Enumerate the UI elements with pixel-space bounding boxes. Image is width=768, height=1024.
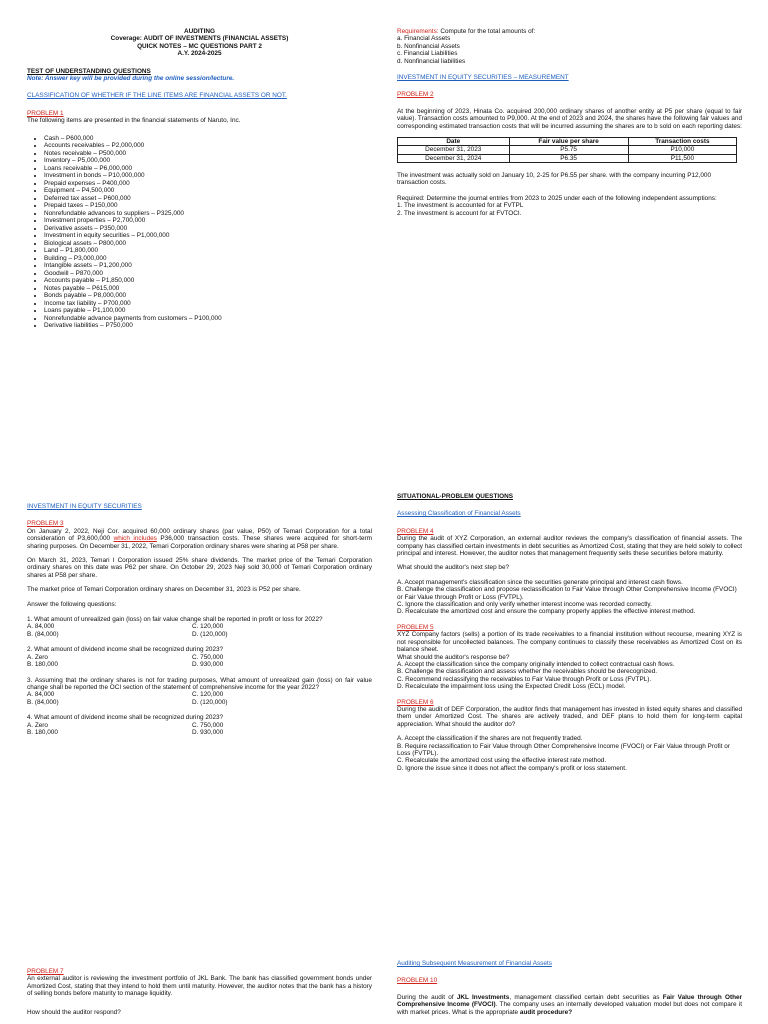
requirements-list [397, 35, 742, 65]
list-item: • Land – P1,800,000 [44, 247, 372, 255]
document-header [27, 28, 372, 58]
situational-heading: SITUATIONAL-PROBLEM QUESTIONS [397, 493, 513, 500]
answer-options [27, 691, 372, 706]
p10-audit-procedure: audit procedure? [519, 1008, 573, 1016]
list-item: • Prepaid taxes – P150,000 [44, 202, 372, 210]
problem-10-text [397, 994, 742, 1016]
answer-option: D. Ignore the issue since it does not affect the company's profit or loss statement. [397, 764, 627, 772]
table-cell: P6.35 [509, 154, 628, 162]
problem-2-required: Required: Determine the journal entries from 2023 to 2025 under each of the following independent assumptions: [397, 194, 717, 202]
list-item: • Derivative assets – P350,000 [44, 225, 372, 233]
list-item: • Building – P3,000,000 [44, 255, 372, 263]
list-item: • Income tax liability – P700,000 [44, 300, 372, 308]
list-item: • Notes receivable – P500,000 [44, 150, 372, 158]
header-subtitle: QUICK NOTES – MC QUESTIONS PART 2 [137, 42, 262, 50]
question-block [27, 677, 372, 707]
table-row [398, 154, 737, 162]
list-item: • Bonds payable – P8,000,000 [44, 292, 372, 300]
list-item: • Nonrefundable advances to suppliers – P325,000 [44, 210, 372, 218]
problem-1-intro: The following items are presented in the financial statements of Naruto, Inc. [27, 117, 241, 125]
answer-option-d: D. (120,000) [192, 698, 228, 706]
equity-heading: INVESTMENT IN EQUITY SECURITIES [27, 503, 142, 510]
answer-option: C. Recommend reclassifying the receivables to Fair Value through Profit or Loss (FVTPL). [397, 675, 652, 683]
problem-5-question: What should the auditor's response be? [397, 653, 510, 661]
answer-option-b: B. (84,000) [27, 630, 59, 638]
list-item: • Cash – P600,000 [44, 135, 372, 143]
list-item: • Prepaid expenses – P400,000 [44, 180, 372, 188]
requirements-text: Compute for the total amounts of: [438, 28, 536, 35]
answer-option: B. Challenge the classification and propose reclassification to Fair Value through Other Comprehensive Income (FVOCI) or Fair Value through Profit or Loss (FVTPL). [397, 586, 737, 601]
tou-heading: TEST OF UNDERSTANDING QUESTIONS [27, 67, 151, 75]
list-item: • Intangible assets – P1,200,000 [44, 262, 372, 270]
answer-option: A. Accept management's classification since the securities generate principal and interest cash flows. [397, 578, 683, 586]
requirement-item: a. Financial Assets [397, 35, 451, 43]
question-block [27, 616, 372, 638]
problem-6-label: PROBLEM 6 [397, 698, 434, 706]
answer-option: A. Accept the classification if the shares are not frequently traded. [397, 735, 583, 743]
measurement-heading: INVESTMENT IN EQUITY SECURITIES – MEASUREMENT [397, 74, 569, 82]
answer-option-a: A. 84,000 [27, 623, 55, 631]
answer-option-c: C. 120,000 [192, 691, 224, 699]
table-cell: P5.75 [509, 146, 628, 154]
table-cell: P10,000 [628, 146, 736, 154]
list-item: • Notes payable – P615,000 [44, 285, 372, 293]
answer-options [27, 722, 372, 737]
problem-2-assumptions [397, 202, 742, 217]
table-cell: December 31, 2024 [398, 154, 510, 162]
tou-note: Note: Answer key will be provided during the online session/lecture. [27, 75, 235, 83]
assumption-item: 1. The investment is accounted for at FVTPL [397, 202, 524, 210]
p10-company: JKL Investments [456, 993, 510, 1001]
problem-1-item-list [27, 135, 372, 330]
answer-option: C. Ignore the classification and only verify whether interest income was recorded correctly. [397, 601, 652, 609]
problem-4-text: During the audit of XYZ Corporation, an external auditor reviews the company's classification of financial assets. The company has classified certain investments in debt securities as Amortized Cost, stating that they are held solely to collect principal and interest. However, the auditor notes that management frequently sells these securities before maturity. [397, 535, 742, 558]
list-item: • Accounts payable – P1,850,000 [44, 277, 372, 285]
answer-option-c: C. 750,000 [192, 721, 224, 729]
problem-5-label: PROBLEM 5 [397, 623, 434, 631]
answer-option: D. Recalculate the impairment loss using the Expected Credit Loss (ECL) model. [397, 683, 626, 691]
list-item: • Nonrefundable advance payments from customers – P100,000 [44, 315, 372, 323]
answer-option: A. Accept the classification since the company originally intended to collect contractual cash flows. [397, 660, 675, 668]
answer-options [27, 654, 372, 669]
list-item: • Inventory – P5,000,000 [44, 157, 372, 165]
answer-option-d: D. 930,000 [192, 661, 224, 669]
requirements-label: Requirements: [397, 28, 439, 35]
answer-option-b: B. (84,000) [27, 698, 59, 706]
answer-option: C. Recalculate the amortized cost using the effective interest rate method. [397, 757, 607, 765]
list-item: • Accounts receivables – P2,000,000 [44, 142, 372, 150]
middle-left-column [27, 503, 372, 736]
list-item: • Loans payable – P1,100,000 [44, 307, 372, 315]
p10-text-3: . The company uses an internally developed valuation model but does not compare it with market prices. What is the appropriate [397, 1001, 742, 1016]
problem-2-label: PROBLEM 2 [397, 91, 434, 99]
problem-6-options [397, 735, 742, 772]
problem-5-options [397, 661, 742, 691]
answer-option: B. Require reclassification to Fair Value through Other Comprehensive Income (FVOCI) or Fair Value through Profit or Loss (FVTPL). [397, 742, 730, 757]
question-text: 4. What amount of dividend income shall be recognized during 2023? [27, 714, 224, 722]
classification-heading: CLASSIFICATION OF WHETHER IF THE LINE ITEMS ARE FINANCIAL ASSETS OR NOT. [27, 92, 287, 100]
question-text: 2. What amount of dividend income shall be recognized during 2023? [27, 646, 224, 654]
problem-1-label: PROBLEM 1 [27, 109, 64, 117]
list-item: • Loans receivable – P6,000,000 [44, 165, 372, 173]
assumption-item: 2. The investment is account for at FVTOCI. [397, 209, 522, 217]
middle-right-column [397, 493, 742, 772]
list-item: • Deferred tax asset – P600,000 [44, 195, 372, 203]
fair-value-table [397, 137, 737, 163]
table-header-cell: Date [398, 138, 510, 146]
table-header-cell: Transaction costs [628, 138, 736, 146]
list-item: • Biological assets – P800,000 [44, 240, 372, 248]
problem-7-label: PROBLEM 7 [27, 968, 64, 975]
answer-option-a: A. Zero [27, 721, 48, 729]
problem-3-para-2: On March 31, 2023, Temari I Corporation issued 25% share dividends. The market price of the Temari Corporation ordinary shares on this date was P62 per share. On October 29, 2023 Neji sold 30,000 of Temari Corporation ordinary shares at P58 per share. [27, 557, 372, 579]
table-header-row [398, 138, 737, 146]
problem-2-text: At the beginning of 2023, Hinata Co. acquired 200,000 ordinary shares of another entity at P5 per share (equal to fair value). Transaction costs amounted to P9,000. At the end of 2023 and 2024, the shares have the following fair values and corresponding estimated transaction costs that will be incurred assuming the shares are to b sold on each reporting dates: [397, 107, 742, 130]
requirement-item: d. Nonfinancial liabilities [397, 57, 466, 65]
list-item: • Equipment – P4,500,000 [44, 187, 372, 195]
problem-3-questions [27, 616, 372, 736]
problem-3-para-1-a: On January 2, 2022, Neji Cor. acquired 60,000 ordinary shares (par value, P50) of Temari Corporation for a total consideration of P3,600,000 [27, 527, 372, 543]
problem-3-answer-intro: Answer the following questions: [27, 600, 117, 608]
answer-option-a: A. Zero [27, 653, 48, 661]
problem-7-text: An external auditor is reviewing the investment portfolio of JKL Bank. The bank has classified government bonds under Amortized Cost, stating that they intend to hold them until maturity. However, the auditor notes that the bank has a history of selling bonds before maturity to manage liquidity. [27, 975, 372, 998]
list-item: • Investment in bonds – P10,000,000 [44, 172, 372, 180]
problem-4-options [397, 579, 742, 616]
situational-subheading: Assessing Classification of Financial Assets [397, 510, 521, 518]
answer-options [27, 623, 372, 638]
table-cell: December 31, 2023 [398, 146, 510, 154]
problem-5-text: XYZ Company factors (sells) a portion of its trade receivables to a financial institution without recourse, meaning XYZ is not responsible for uncollected balances. The company continues to classify these receivables as Amortized Cost on its balance sheet. [397, 631, 742, 654]
table-row [398, 146, 737, 154]
problem-3-para-1 [27, 528, 372, 550]
table-header-cell: Fair value per share [509, 138, 628, 146]
answer-option: D. Recalculate the amortized cost and ensure the company properly applies the effective interest method. [397, 608, 696, 616]
requirements-line [397, 28, 742, 35]
bottom-left-column [27, 968, 372, 1016]
top-right-column [397, 28, 742, 217]
list-item: • Derivative liabilities – P750,000 [44, 322, 372, 330]
answer-option-b: B. 180,000 [27, 728, 58, 736]
problem-10-label: PROBLEM 10 [397, 977, 438, 985]
list-item: • Investment in equity securities – P1,000,000 [44, 232, 372, 240]
subsequent-measurement-heading: Auditing Subsequent Measurement of Financial Assets [397, 960, 552, 967]
answer-option-c: C. 750,000 [192, 653, 224, 661]
problem-6-text: During the audit of DEF Corporation, the auditor finds that management has invested in listed equity shares and classified them under Amortized Cost. The shares are actively traded, and DEF plans to hold them for long-term capital appreciation. What should the auditor do? [397, 705, 742, 728]
problem-3-para-3: The market price of Temari Corporation ordinary shares on December 31, 2023 is P52 per share. [27, 586, 301, 594]
p10-text-2: , management classified certain debt securities as [509, 993, 663, 1001]
question-block [27, 714, 372, 736]
answer-option: B. Challenge the classification and assess whether the receivables should be derecognized. [397, 668, 658, 676]
problem-2-sale-note: The investment was actually sold on January 10, 2-25 for P6.55 per share. with the company incurring P12,000 transaction costs. [397, 171, 712, 187]
table-cell: P11,500 [628, 154, 736, 162]
requirement-item: c. Financial Liabilities [397, 50, 458, 58]
answer-option-b: B. 180,000 [27, 661, 58, 669]
list-item: • Investment properties – P2,700,000 [44, 217, 372, 225]
problem-3-label: PROBLEM 3 [27, 520, 64, 528]
problem-4-question: What should the auditor's next step be? [397, 564, 510, 572]
highlight-which-includes: which includes [113, 535, 157, 543]
problem-4-label: PROBLEM 4 [397, 527, 434, 535]
problem-7-question: How should the auditor respond? [27, 1008, 121, 1016]
answer-option-c: C. 120,000 [192, 623, 224, 631]
p10-text-1: During the audit of [397, 993, 457, 1001]
question-text: 3. Assuming that the ordinary shares is not for trading purposes, What amount of unrealized gain (loss) on fair value change shall be reported the OCI section of the statement of comprehensive income for the year 2022? [27, 676, 372, 691]
header-title: AUDITING [184, 28, 215, 35]
header-coverage: Coverage: AUDIT OF INVESTMENTS (FINANCIAL ASSETS) [110, 35, 289, 43]
answer-option-d: D. 930,000 [192, 728, 224, 736]
bottom-right-column [397, 960, 742, 1016]
requirement-item: b. Nonfinancial Assets [397, 42, 460, 50]
answer-option-d: D. (120,000) [192, 630, 228, 638]
question-block [27, 646, 372, 668]
answer-option-a: A. 84,000 [27, 691, 55, 699]
top-left-column [27, 28, 372, 330]
question-text: 1. What amount of unrealized gain (loss) on fair value change shall be reported in profit or loss for 2022? [27, 616, 323, 624]
p10-classification: Fair Value through Other Comprehensive Income (FVOCI) [397, 993, 743, 1009]
list-item: • Goodwill – P870,000 [44, 270, 372, 278]
problem-3-para-1-b: P36,000 transaction costs. These shares were acquired for short-term sharing purposes. On December 31, 2022, Temari Corporation ordinary shares were sharing at P58 per share. [27, 535, 372, 550]
header-year: A.Y. 2024-2025 [177, 50, 222, 58]
